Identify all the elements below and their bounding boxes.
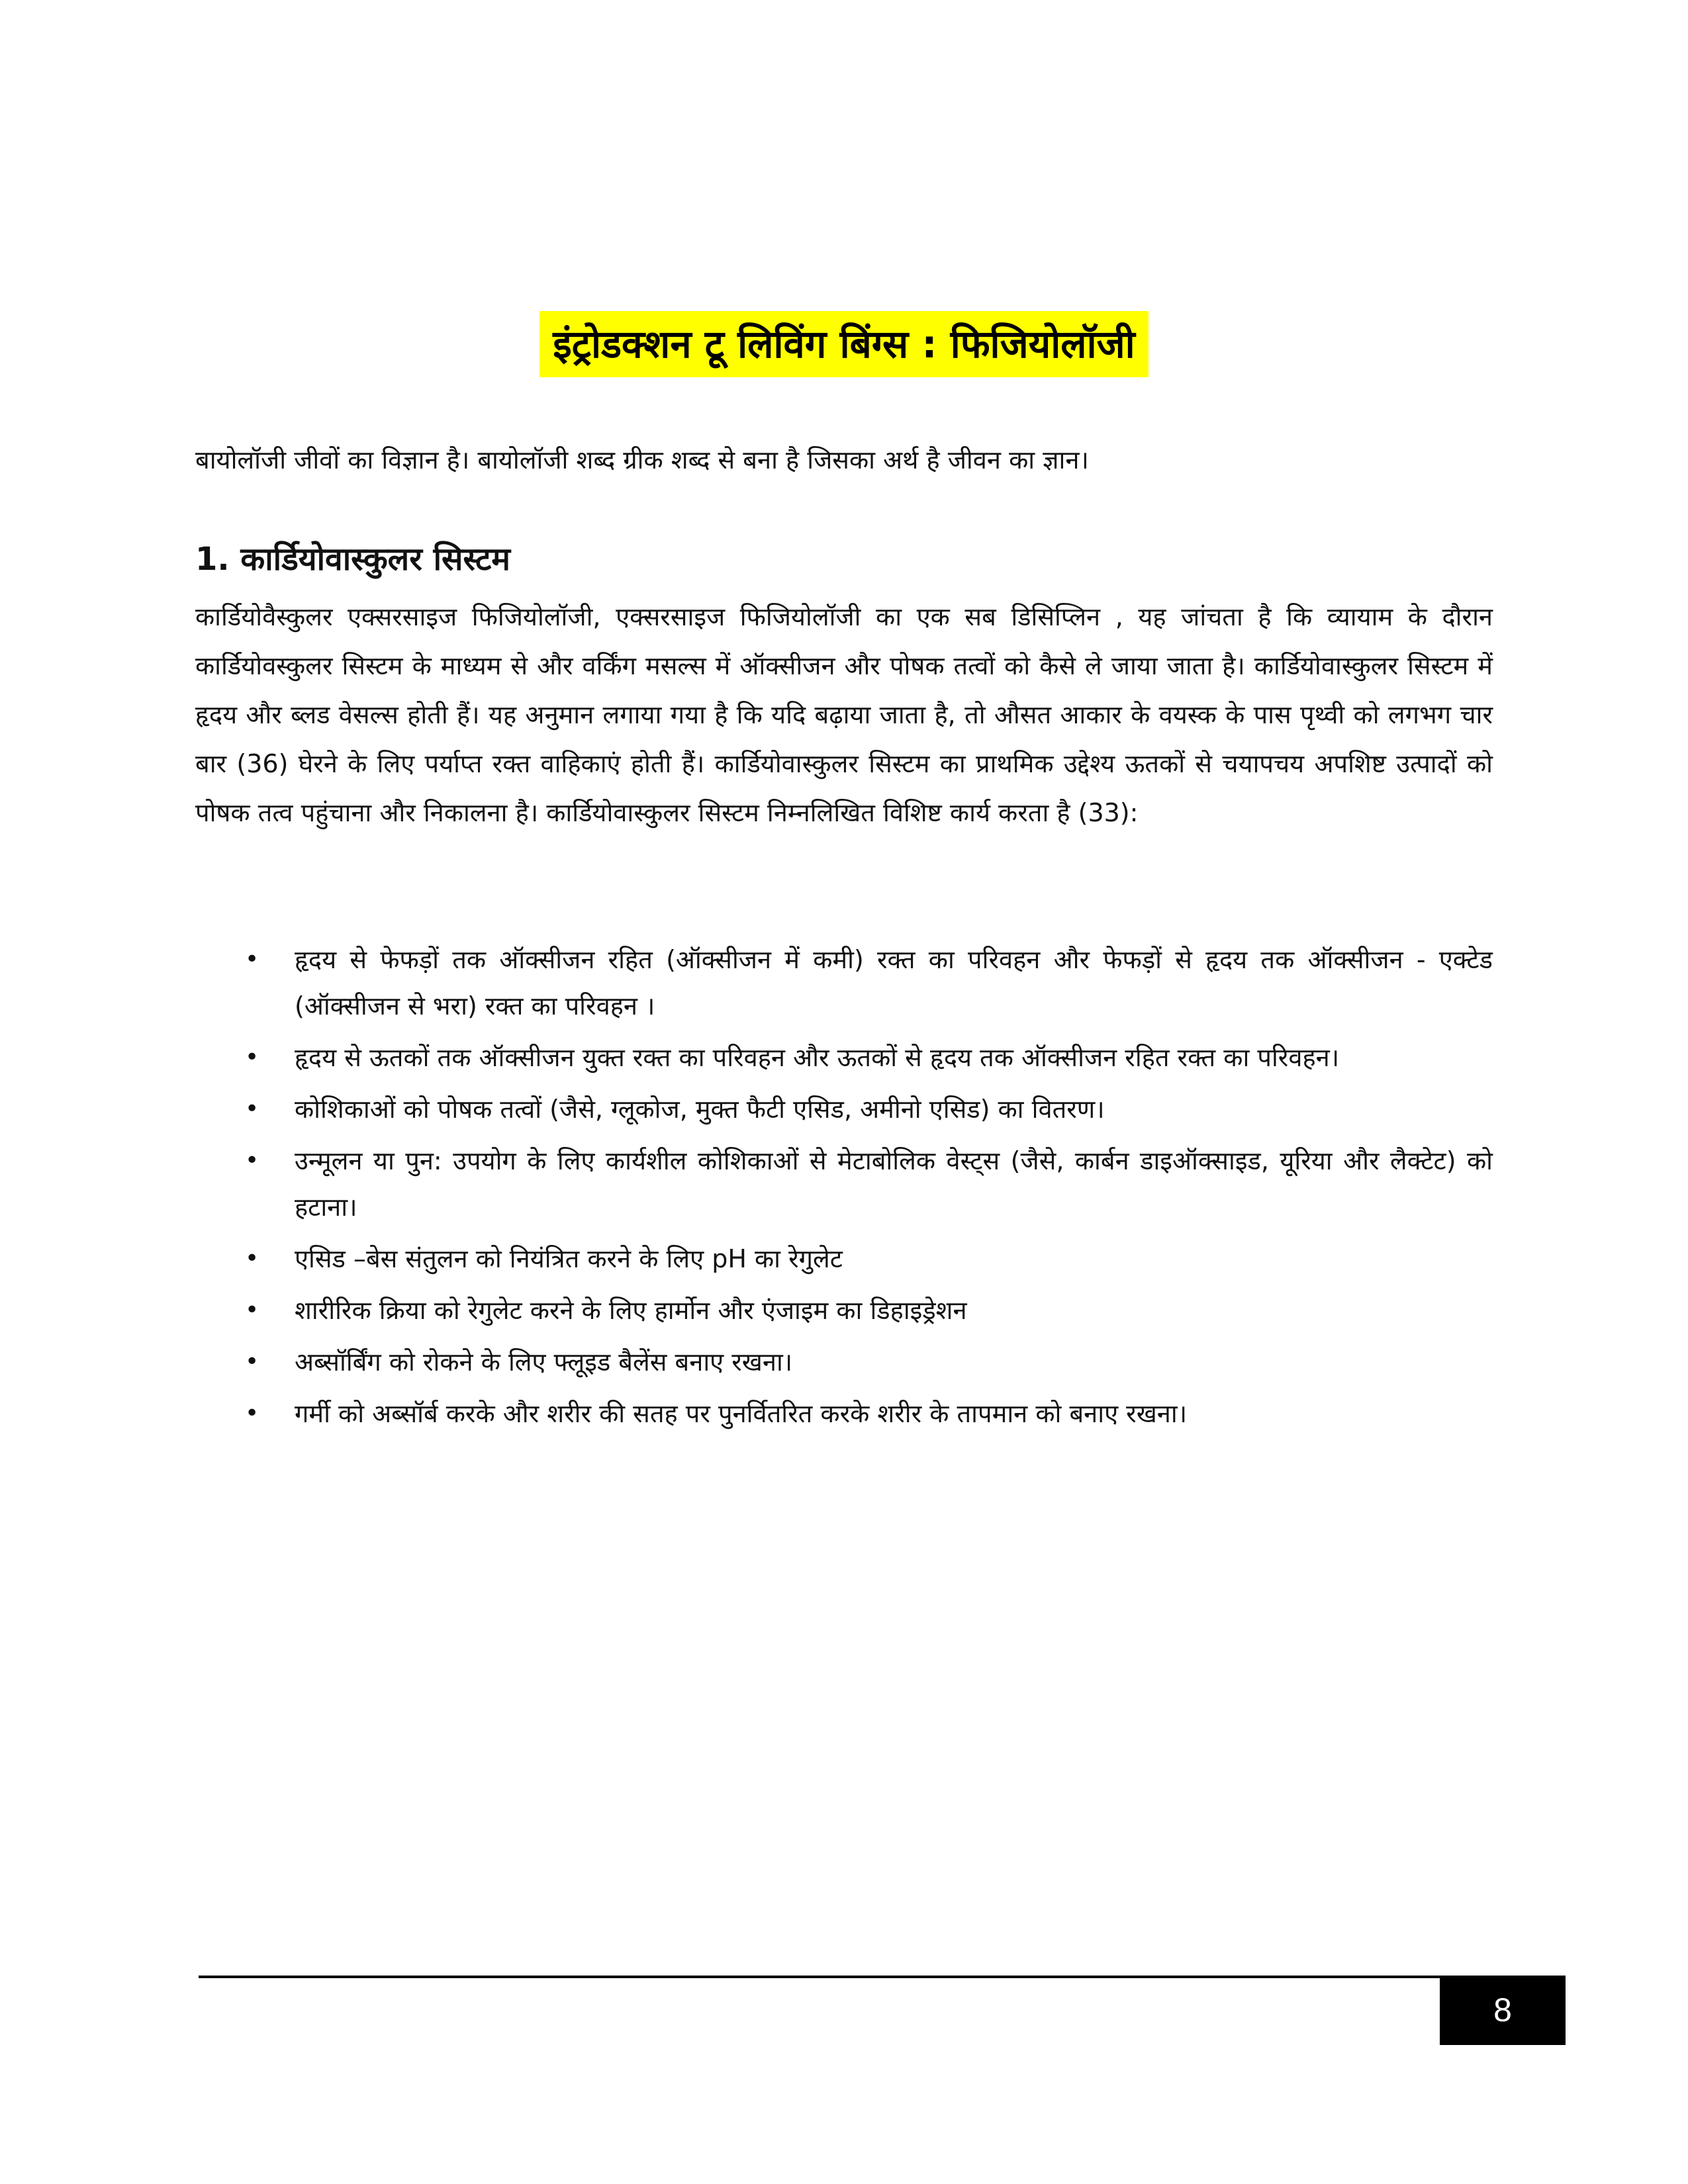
list-item <box>245 936 1493 1029</box>
bullet-icon: • <box>245 946 259 973</box>
function-list <box>245 936 1493 1442</box>
list-item-text: कोशिकाओं को पोषक तत्वों (जैसे, ग्लूकोज, मुक्त फैटी एसिड, अमीनो एसिड) का वितरण। <box>295 1095 1105 1124</box>
bullet-icon: • <box>245 1147 259 1174</box>
page-title-container <box>0 311 1688 377</box>
section-paragraph: कार्डियोवैस्कुलर एक्सरसाइज फिजियोलॉजी, एक्सरसाइज फिजियोलॉजी का एक सब डिसिप्लिन , यह जांचता है कि व्यायाम के दौरान कार्डियोवस्कुलर सिस्टम के माध्यम से और वर्किंग मसल्स में ऑक्सीजन और पोषक तत्वों को कैसे ले जाया जाता है। कार्डियोवास्कुलर सिस्टम में हृदय और ब्लड वेसल्स होती हैं। यह अनुमान लगाया गया है कि यदि बढ़ाया जाता है, तो औसत आकार के वयस्क के पास पृथ्वी को लगभग चार बार (36) घेरने के लिए पर्याप्त रक्त वाहिकाएं होती हैं। कार्डियोवास्कुलर सिस्टम का प्राथमिक उद्देश्य ऊतकों से चयापचय अपशिष्ट उत्पादों को पोषक तत्व पहुंचाना और निकालना है। कार्डियोवास्कुलर सिस्टम निम्नलिखित विशिष्ट कार्य करता है (33): <box>195 602 1493 827</box>
list-item-text: शारीरिक क्रिया को रेगुलेट करने के लिए हार्मोन और एंजाइम का डिहाइड्रेशन <box>295 1296 967 1325</box>
bullet-icon: • <box>245 1044 259 1071</box>
list-item <box>245 1086 1493 1132</box>
list-item-text: अब्सॉर्बिंग को रोकने के लिए फ्लूइड बैलेंस बनाए रखना। <box>295 1347 793 1377</box>
bullet-icon: • <box>245 1245 259 1272</box>
page-title: इंट्रोडक्शन टू लिविंग बिंग्स : फिजियोलॉजी <box>539 311 1148 377</box>
bullet-icon: • <box>245 1400 259 1427</box>
page-number: 8 <box>1440 1976 1566 2045</box>
footer-divider <box>199 1976 1476 1978</box>
list-item-text: गर्मी को अब्सॉर्ब करके और शरीर की सतह पर पुनर्वितरित करके शरीर के तापमान को बनाए रखना। <box>295 1399 1188 1428</box>
list-item-text: उन्मूलन या पुन: उपयोग के लिए कार्यशील कोशिकाओं से मेटाबोलिक वेस्ट्स (जैसे, कार्बन डाइऑक्साइड, यूरिया और लैक्टेट) को हटाना। <box>295 1146 1493 1222</box>
bullet-icon: • <box>245 1297 259 1324</box>
list-item <box>245 1236 1493 1282</box>
list-item-text: हृदय से फेफड़ों तक ऑक्सीजन रहित (ऑक्सीजन में कमी) रक्त का परिवहन और फेफड़ों से हृदय तक ऑक्सीजन - एक्टेड (ऑक्सीजन से भरा) रक्त का परिवहन । <box>295 945 1493 1021</box>
list-item <box>245 1339 1493 1385</box>
bullet-icon: • <box>245 1095 259 1122</box>
bullet-icon: • <box>245 1348 259 1375</box>
list-item <box>245 1287 1493 1334</box>
list-item <box>245 1390 1493 1437</box>
section-heading: 1. कार्डियोवास्कुलर सिस्टम <box>195 541 511 578</box>
list-item <box>245 1138 1493 1230</box>
intro-paragraph: बायोलॉजी जीवों का विज्ञान है। बायोलॉजी शब्द ग्रीक शब्द से बना है जिसका अर्थ है जीवन का ज्ञान। <box>195 445 1089 475</box>
list-item-text: एसिड –बेस संतुलन को नियंत्रित करने के लिए pH का रेगुलेट <box>295 1244 843 1273</box>
list-item <box>245 1034 1493 1081</box>
list-item-text: हृदय से ऊतकों तक ऑक्सीजन युक्त रक्त का परिवहन और ऊतकों से हृदय तक ऑक्सीजन रहित रक्त का परिवहन। <box>295 1043 1340 1072</box>
